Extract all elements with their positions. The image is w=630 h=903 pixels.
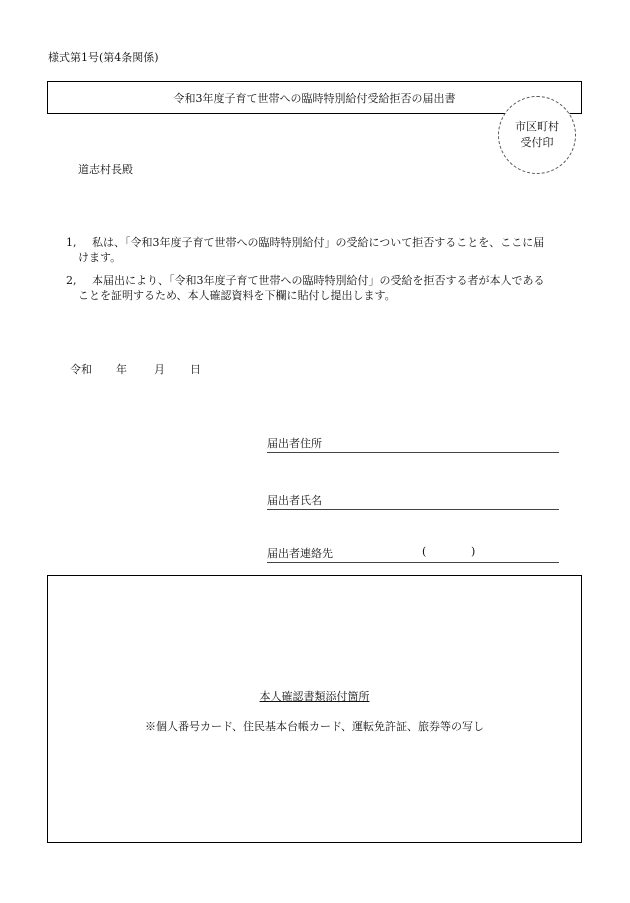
reception-stamp-area — [498, 96, 576, 174]
title-box — [47, 81, 582, 114]
attachment-note: ※個人番号カード、住民基本台帳カード、運転免許証、旅券等の写し — [144, 720, 485, 733]
date-row — [70, 361, 201, 377]
item-text-line1: 本届出により、「令和3年度子育て世帯への臨時特別給付」の受給を拒否する者が本人である — [92, 274, 545, 287]
item-text-line2: ことを証明するため、本人確認資料を下欄に貼付し提出します。 — [78, 289, 396, 302]
contact-paren-close: ) — [471, 545, 476, 558]
contact-field[interactable] — [267, 545, 559, 563]
address-label: 届出者住所 — [267, 437, 322, 450]
stamp-label-line2: 受付印 — [520, 136, 554, 149]
id-document-attachment-area — [47, 575, 582, 843]
date-era: 令和 — [70, 363, 92, 376]
addressee: 道志村長殿 — [78, 163, 133, 176]
date-month: 月 — [154, 363, 165, 376]
item-text-line1: 私は、「令和3年度子育て世帯への臨時特別給付」の受給について拒否することを、ここに届 — [92, 236, 545, 249]
item-number: 2, — [66, 274, 77, 287]
name-field[interactable] — [267, 492, 559, 510]
stamp-label-line1: 市区町村 — [515, 120, 559, 133]
attachment-title: 本人確認書類添付箇所 — [259, 690, 370, 703]
item-number: 1, — [66, 236, 77, 249]
form-number: 様式第1号(第4条関係) — [48, 51, 159, 64]
date-day: 日 — [190, 363, 201, 376]
name-label: 届出者氏名 — [267, 494, 322, 507]
contact-label: 届出者連絡先 — [267, 547, 333, 560]
document-title: 令和3年度子育て世帯への臨時特別給付受給拒否の届出書 — [173, 91, 456, 105]
address-field[interactable] — [267, 435, 559, 453]
statement-item-2 — [66, 273, 586, 303]
date-year: 年 — [116, 363, 127, 376]
item-text-line2: けます。 — [78, 251, 122, 264]
statement-item-1 — [66, 235, 586, 265]
contact-paren-open: ( — [422, 545, 427, 558]
